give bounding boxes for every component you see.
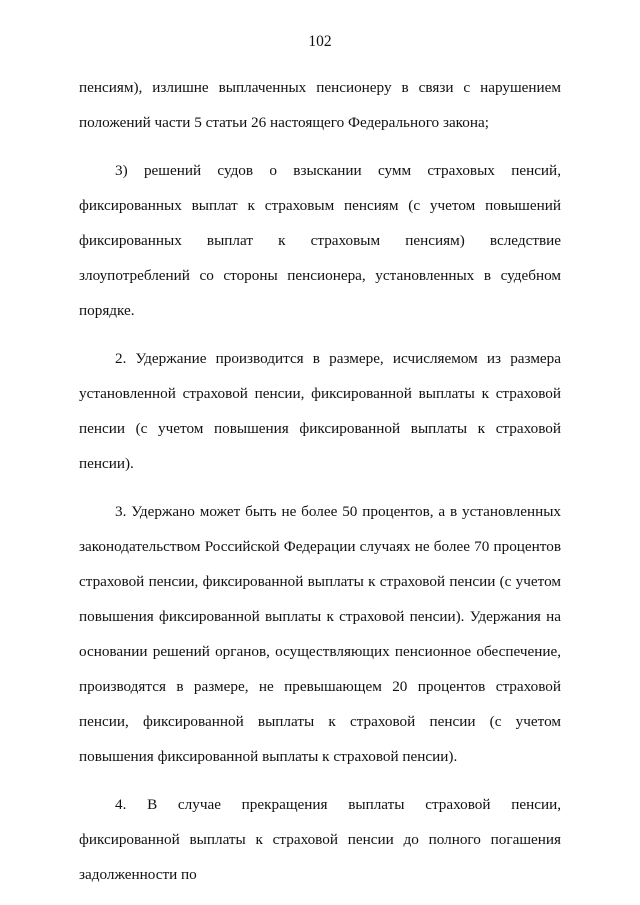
- paragraph-continuation: пенсиям), излишне выплаченных пенсионеру в связи с нарушением положений части 5 статьи 26 настоящего Федерального закона;: [79, 79, 561, 131]
- paragraph-section-4: 4. В случае прекращения выплаты страховой пенсии, фиксированной выплаты к страховой пенсии до полного погашения задолженности по: [79, 796, 561, 883]
- paragraph-section-3: 3. Удержано может быть не более 50 процентов, а в установленных законодательством Российской Федерации случаях не более 70 процентов страховой пенсии, фиксированной выплаты к страховой пенсии (с учетом повышения фиксированной выплаты к страховой пенсии). Удержания на основании решений органов, осуществляющих пенсионное обеспечение, производятся в размере, не превышающем 20 процентов страховой пенсии, фиксированной выплаты к страховой пенсии (с учетом повышения фиксированной выплаты к страховой пенсии).: [79, 503, 561, 765]
- paragraph-item-3: 3) решений судов о взыскании сумм страховых пенсий, фиксированных выплат к страховым пенсиям (с учетом повышений фиксированных выплат к страховым пенсиям) вследствие злоупотреблений со стороны пенсионера, установленных в судебном порядке.: [79, 162, 561, 319]
- paragraph-section-2: 2. Удержание производится в размере, исчисляемом из размера установленной страховой пенсии, фиксированной выплаты к страховой пенсии (с учетом повышения фиксированной выплаты к страховой пенсии).: [79, 350, 561, 472]
- page-number: 102: [308, 33, 332, 50]
- document-body: [79, 70, 561, 905]
